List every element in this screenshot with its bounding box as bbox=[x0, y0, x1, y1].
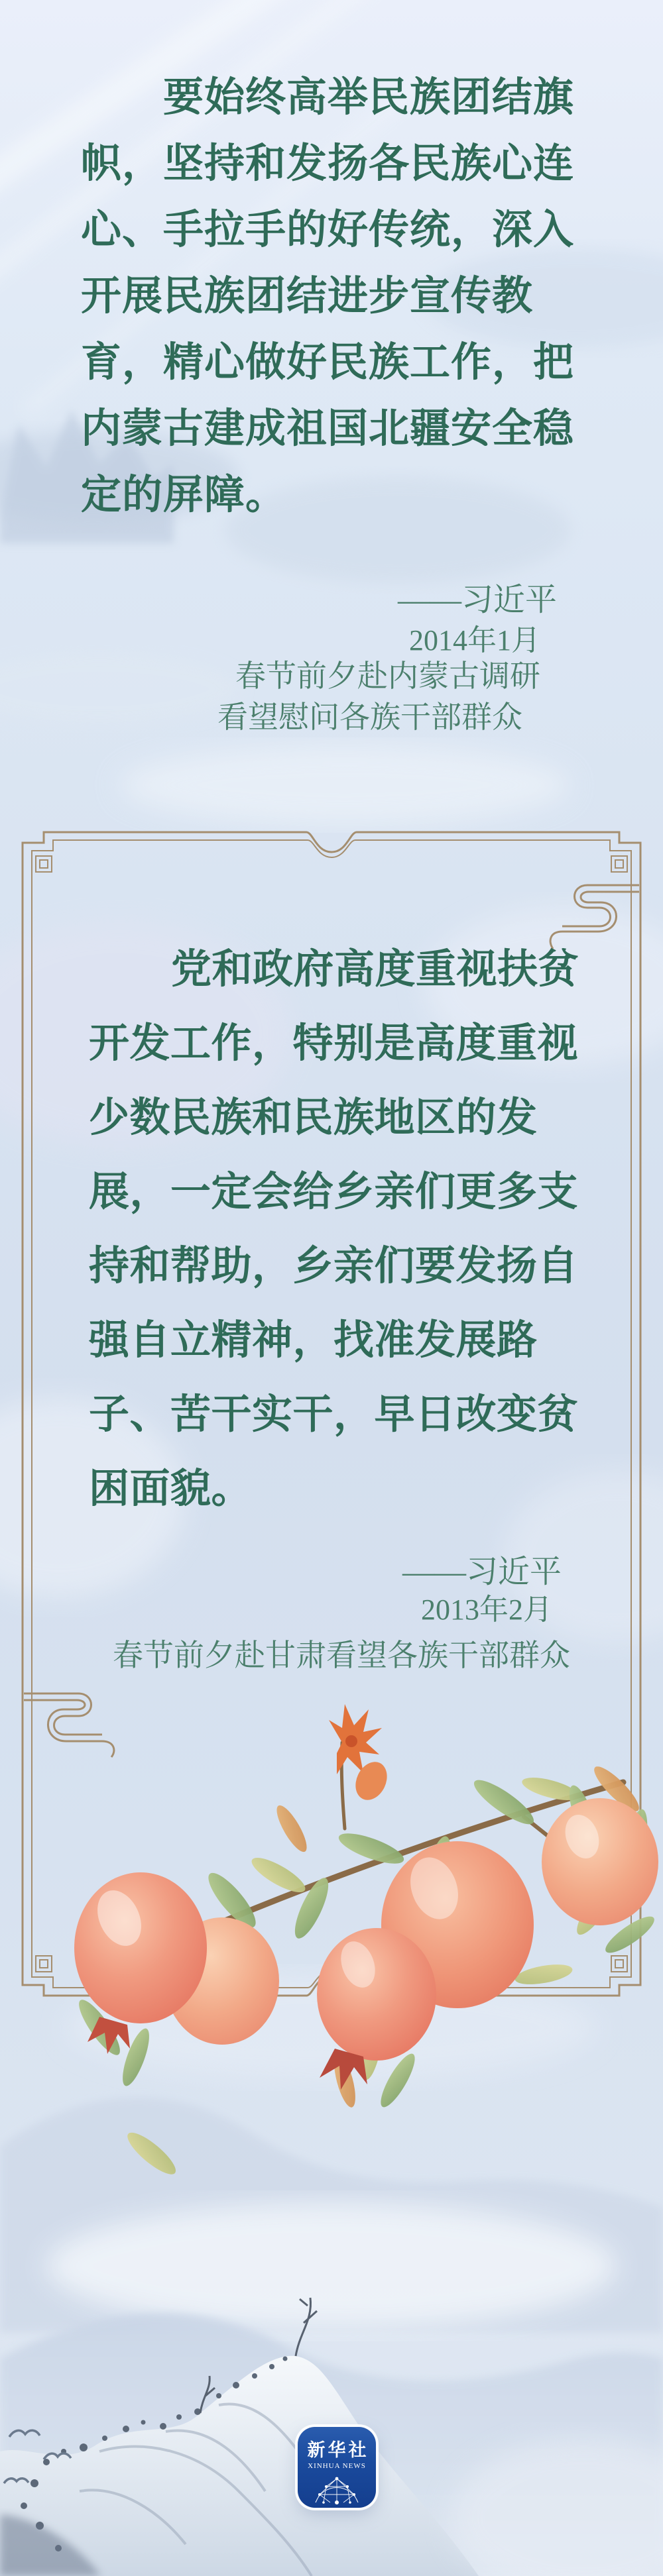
quote1-line: 内蒙古建成祖国北疆安全稳 bbox=[81, 407, 575, 451]
xinhua-logo bbox=[298, 2427, 376, 2508]
logo-globe-icon bbox=[309, 2472, 365, 2506]
quote2-date: 2013年2月 bbox=[421, 1593, 552, 1626]
quote1-line: 育，精心做好民族工作，把 bbox=[81, 341, 575, 385]
logo-english-name: XINHUA NEWS bbox=[308, 2462, 366, 2470]
quote2-line: 子、苦干实干，早日改变贫 bbox=[89, 1393, 579, 1437]
quote2-line: 少数民族和民族地区的发 bbox=[89, 1096, 538, 1140]
quote2-line: 展，一定会给乡亲们更多支 bbox=[89, 1170, 579, 1214]
pomegranate-right bbox=[542, 1798, 658, 1925]
quote2-line: 开发工作，特别是高度重视 bbox=[89, 1022, 579, 1066]
quote2-line: 持和帮助，乡亲们要发扬自 bbox=[89, 1244, 579, 1289]
quote1-date: 2014年1月 bbox=[409, 624, 540, 657]
quote1-context-line: 春节前夕赴内蒙古调研 bbox=[235, 659, 540, 693]
quote2-line: 强自立精神，找准发展路 bbox=[89, 1318, 538, 1363]
pomegranate-center-low bbox=[317, 1928, 436, 2061]
quote2-line: 困面貌。 bbox=[89, 1467, 253, 1511]
pomegranate-blossom-icon bbox=[329, 1704, 393, 1805]
quote1-context-line: 看望慰问各族干部群众 bbox=[217, 700, 522, 734]
quote1-line: 要始终高举民族团结旗 bbox=[163, 76, 575, 120]
quote1-author: ——习近平 bbox=[397, 582, 557, 617]
quote1-line: 开展民族团结进步宣传教 bbox=[81, 274, 534, 319]
quote1-line: 定的屏障。 bbox=[81, 473, 287, 517]
quote1-line: 帜，坚持和发扬各民族心连 bbox=[81, 142, 575, 186]
quote2-context-line: 春节前夕赴甘肃看望各族干部群众 bbox=[113, 1638, 570, 1672]
quote2-line: 党和政府高度重视扶贫 bbox=[171, 947, 579, 992]
pomegranate-left bbox=[74, 1872, 207, 2023]
quote2-author: ——习近平 bbox=[402, 1554, 562, 1589]
logo-chinese-name: 新华社 bbox=[307, 2440, 369, 2460]
quote1-line: 心、手拉手的好传统，深入 bbox=[81, 208, 575, 252]
